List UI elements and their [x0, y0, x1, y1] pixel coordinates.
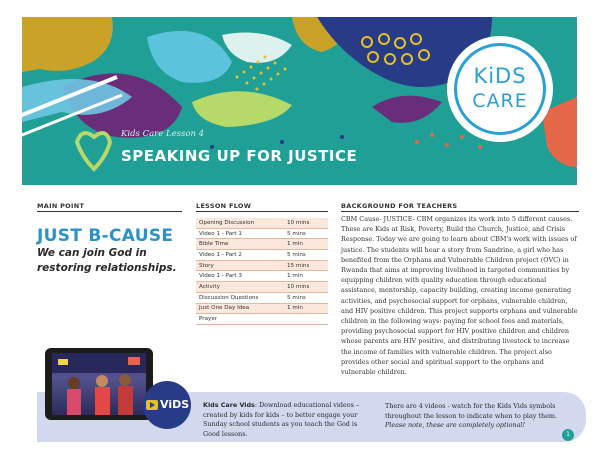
- main-point-rule: [37, 211, 182, 212]
- lesson-flow-item: Just One Day Idea: [196, 303, 284, 314]
- lesson-flow-time: 15 mins: [284, 260, 328, 271]
- lesson-title: SPEAKING UP FOR JUSTICE: [121, 147, 358, 165]
- lesson-flow-item: Discussion Questions: [196, 292, 284, 303]
- logo-ring: [454, 43, 546, 135]
- page-number: 1: [562, 429, 574, 441]
- vids-badge-label: ViDS: [160, 398, 190, 411]
- lesson-flow-row: [196, 260, 328, 271]
- background-rule: [341, 211, 579, 212]
- vids-note-text: There are 4 videos - watch for the Kids Vids symbols throughout the lesson to indicate when to play them.: [385, 402, 557, 420]
- lesson-flow-time: 5 mins: [284, 250, 328, 261]
- lesson-flow-time: 10 mins: [284, 282, 328, 293]
- lesson-flow-time: 1 min: [284, 271, 328, 282]
- lesson-flow-row: [196, 292, 328, 303]
- logo-line-1: KiDS: [473, 64, 527, 88]
- lesson-flow-time: 1 min: [284, 303, 328, 314]
- vids-note: [385, 402, 565, 431]
- lesson-flow-row: [196, 303, 328, 314]
- lesson-flow-heading: LESSON FLOW: [196, 202, 252, 210]
- lesson-flow-rule: [196, 211, 328, 212]
- lesson-flow-row: [196, 239, 328, 250]
- lesson-flow-time: 5 mins: [284, 228, 328, 239]
- lesson-flow-row: [196, 228, 328, 239]
- lesson-flow-item: Video 1 - Part 2: [196, 250, 284, 261]
- vids-optional-note: Please note, these are completely optional!: [385, 421, 526, 429]
- lesson-number: Kids Care Lesson 4: [121, 129, 205, 139]
- video-kids-image: [52, 353, 146, 415]
- main-point-subtitle: We can join God in restoring relationships.: [37, 247, 177, 274]
- lesson-flow-time: [284, 314, 328, 325]
- lesson-flow-item: Video 1 - Part 1: [196, 228, 284, 239]
- lesson-flow-row: [196, 314, 328, 325]
- background-heading: BACKGROUND FOR TEACHERS: [341, 202, 458, 210]
- background-body: CBM Cause- JUSTICE- CBM organizes its work into 5 different causes. These are Kids at Risk, Poverty, Build the Church, Justice, and Crisis Response. Today we are going to learn about CBM's work with issues of justice. The students will hear a story from Sandrine, a girl who has benefited from the Orphans and Vulnerable Children project (OVC) in Rwanda that aims at improving livelihood in targeted communities by equipping children with quality education through educational assistance, mentorship, capacity building, creating income generating activities, and psychosocial support for orphans, vulnerable children, and HIV positive children. This project supports orphans and vulnerable children in the following ways: paying for school fees and materials, providing psychosocial support for HIV positive children and children whose parents are HIV positive, and distributing livestock to increase the income of families with vulnerable children. The project also provides other social and spiritual support to the orphans and vulnerable children.: [341, 215, 578, 377]
- lesson-flow-row: [196, 218, 328, 228]
- lesson-flow-table: [196, 218, 328, 325]
- tablet-video-thumbnail[interactable]: [45, 348, 153, 420]
- lesson-flow-item: Video 1 - Part 3: [196, 271, 284, 282]
- lesson-flow-item: Story: [196, 260, 284, 271]
- logo-line-2: CARE: [472, 90, 528, 112]
- lesson-flow-time: 1 min: [284, 239, 328, 250]
- lesson-flow-row: [196, 250, 328, 261]
- lesson-flow-item: Prayer: [196, 314, 284, 325]
- video-screen: [52, 353, 146, 415]
- lesson-flow-item: Bible Time: [196, 239, 284, 250]
- kids-care-logo: [447, 36, 553, 142]
- main-point-heading: MAIN POINT: [37, 202, 85, 210]
- lesson-flow-row: [196, 282, 328, 293]
- lesson-flow-time: 5 mins: [284, 292, 328, 303]
- lesson-flow-item: Opening Discussion: [196, 218, 284, 228]
- main-point-title: JUST B-CAUSE: [37, 226, 174, 246]
- lesson-flow-time: 10 mins: [284, 218, 328, 228]
- vids-title: Kids Care Vids: [203, 401, 255, 409]
- vids-body: : Download educational videos – created by kids for kids – to better engage your Sunday school students as you teach the God is Good lessons.: [203, 401, 360, 438]
- lesson-flow-item: Activity: [196, 282, 284, 293]
- vids-description: [203, 401, 367, 439]
- lesson-flow-row: [196, 271, 328, 282]
